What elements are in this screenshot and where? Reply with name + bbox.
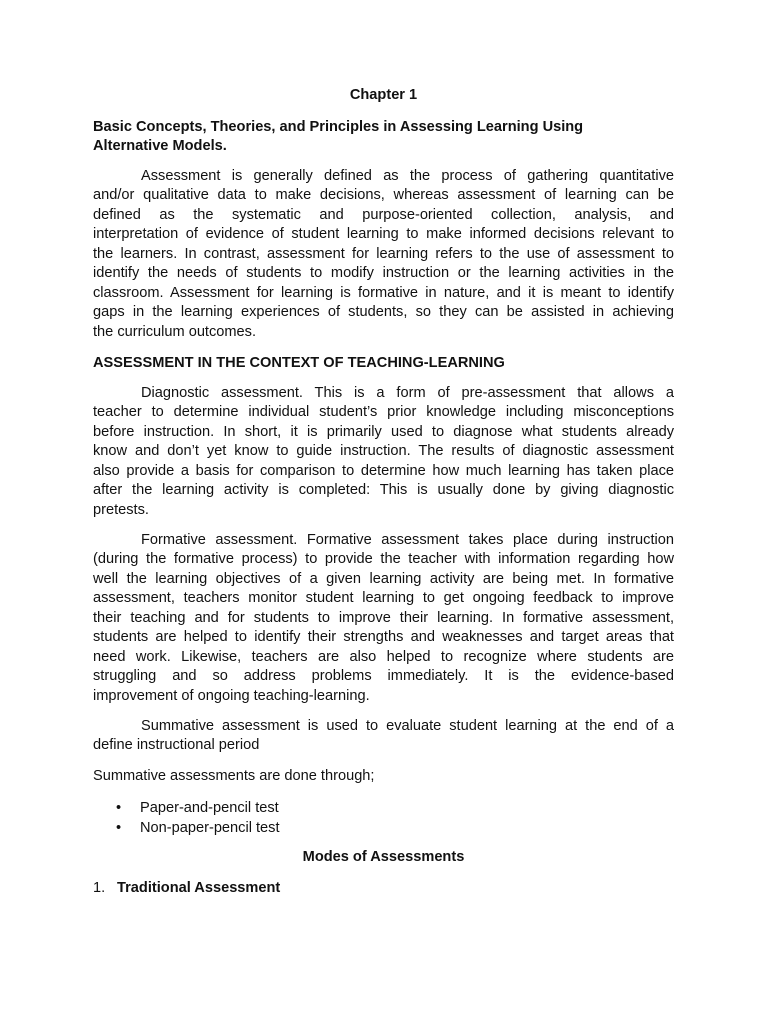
item-number: 1.: [93, 880, 106, 896]
bullet-text: Paper-and-pencil test: [140, 800, 279, 816]
bullet-item: [116, 799, 279, 818]
bullet-item: [116, 819, 280, 838]
paragraph-summative: [93, 717, 674, 756]
text-line: well the learning objectives of a given learning activity are being met. In formative: [93, 570, 674, 587]
text-line: identify the needs of students to modify instruction or the learning activities in the: [93, 265, 674, 282]
text-line: Summative assessment is used to evaluate student learning at the end of a: [141, 718, 674, 734]
chapter-heading: Chapter 1: [349, 87, 418, 103]
paragraph-diagnostic: [93, 384, 674, 520]
title-line: Basic Concepts, Theories, and Principles in Assessing Learning Using: [93, 119, 584, 135]
text-line: know and don’t yet know to guide instruction. The results of diagnostic assessment: [93, 443, 674, 460]
text-line: defined as the systematic and purpose-oriented collection, analysis, and: [93, 206, 674, 223]
paragraph-assessment-definition: [93, 167, 674, 342]
bullet-icon: •: [116, 820, 122, 836]
text-line: assessment, teachers monitor student learning to get ongoing feedback to improve: [93, 590, 674, 607]
text-line: classroom. Assessment for learning is formative in nature, and it is meant to identify: [93, 284, 674, 301]
text-line: their teaching and for students to improve their learning. In formative assessment,: [93, 609, 674, 626]
title-line: Alternative Models.: [93, 138, 227, 155]
text-line: the learners. In contrast, assessment for learning refers to the use of assessment to: [93, 245, 674, 262]
text-line: before instruction. In short, it is primarily used to diagnose what students already: [93, 423, 674, 440]
text-line: students are helped to identify their strengths and weaknesses and target areas that: [93, 629, 674, 646]
text-line: after the learning activity is completed: This is usually done by giving diagnostic: [93, 482, 674, 499]
document-title: [93, 118, 674, 157]
numbered-item: [93, 879, 674, 898]
text-line: Assessment is generally defined as the process of gathering quantitative: [141, 168, 674, 184]
text-line: also provide a basis for comparison to determine how much learning has taken place: [93, 462, 674, 479]
text-line: need work. Likewise, teachers are also helped to recognize where students are: [93, 648, 674, 665]
section-heading: ASSESSMENT IN THE CONTEXT OF TEACHING-LEARNING: [93, 355, 505, 371]
paragraph-formative: [93, 531, 674, 706]
text-line: define instructional period: [93, 737, 260, 754]
item-label: Traditional Assessment: [117, 880, 281, 896]
text-line: (during the formative process) to provide the teacher with information regarding how: [93, 551, 674, 568]
text-line: improvement of ongoing teaching-learning.: [93, 687, 370, 704]
text-line: teacher to determine individual student’s prior knowledge including misconceptions: [93, 404, 674, 421]
bullet-icon: •: [116, 800, 122, 816]
text-line: and/or qualitative data to make decisions, whereas assessment of learning can be: [93, 187, 674, 204]
text-line: the curriculum outcomes.: [93, 323, 257, 340]
text-line: gaps in the learning experiences of students, so they can be assisted in achieving: [93, 304, 674, 321]
text-line: pretests.: [93, 501, 149, 518]
text-line: Diagnostic assessment. This is a form of pre-assessment that allows a: [141, 385, 674, 401]
bullet-text: Non-paper-pencil test: [140, 820, 280, 836]
text-line: Formative assessment. Formative assessment takes place during instruction: [141, 532, 674, 548]
modes-heading: Modes of Assessments: [302, 849, 465, 865]
text-line: interpretation of evidence of student learning to make informed decisions relevant to: [93, 226, 674, 243]
summative-intro: Summative assessments are done through;: [93, 768, 375, 784]
text-line: struggling and so address problems immediately. It is the evidence-based: [93, 668, 674, 685]
